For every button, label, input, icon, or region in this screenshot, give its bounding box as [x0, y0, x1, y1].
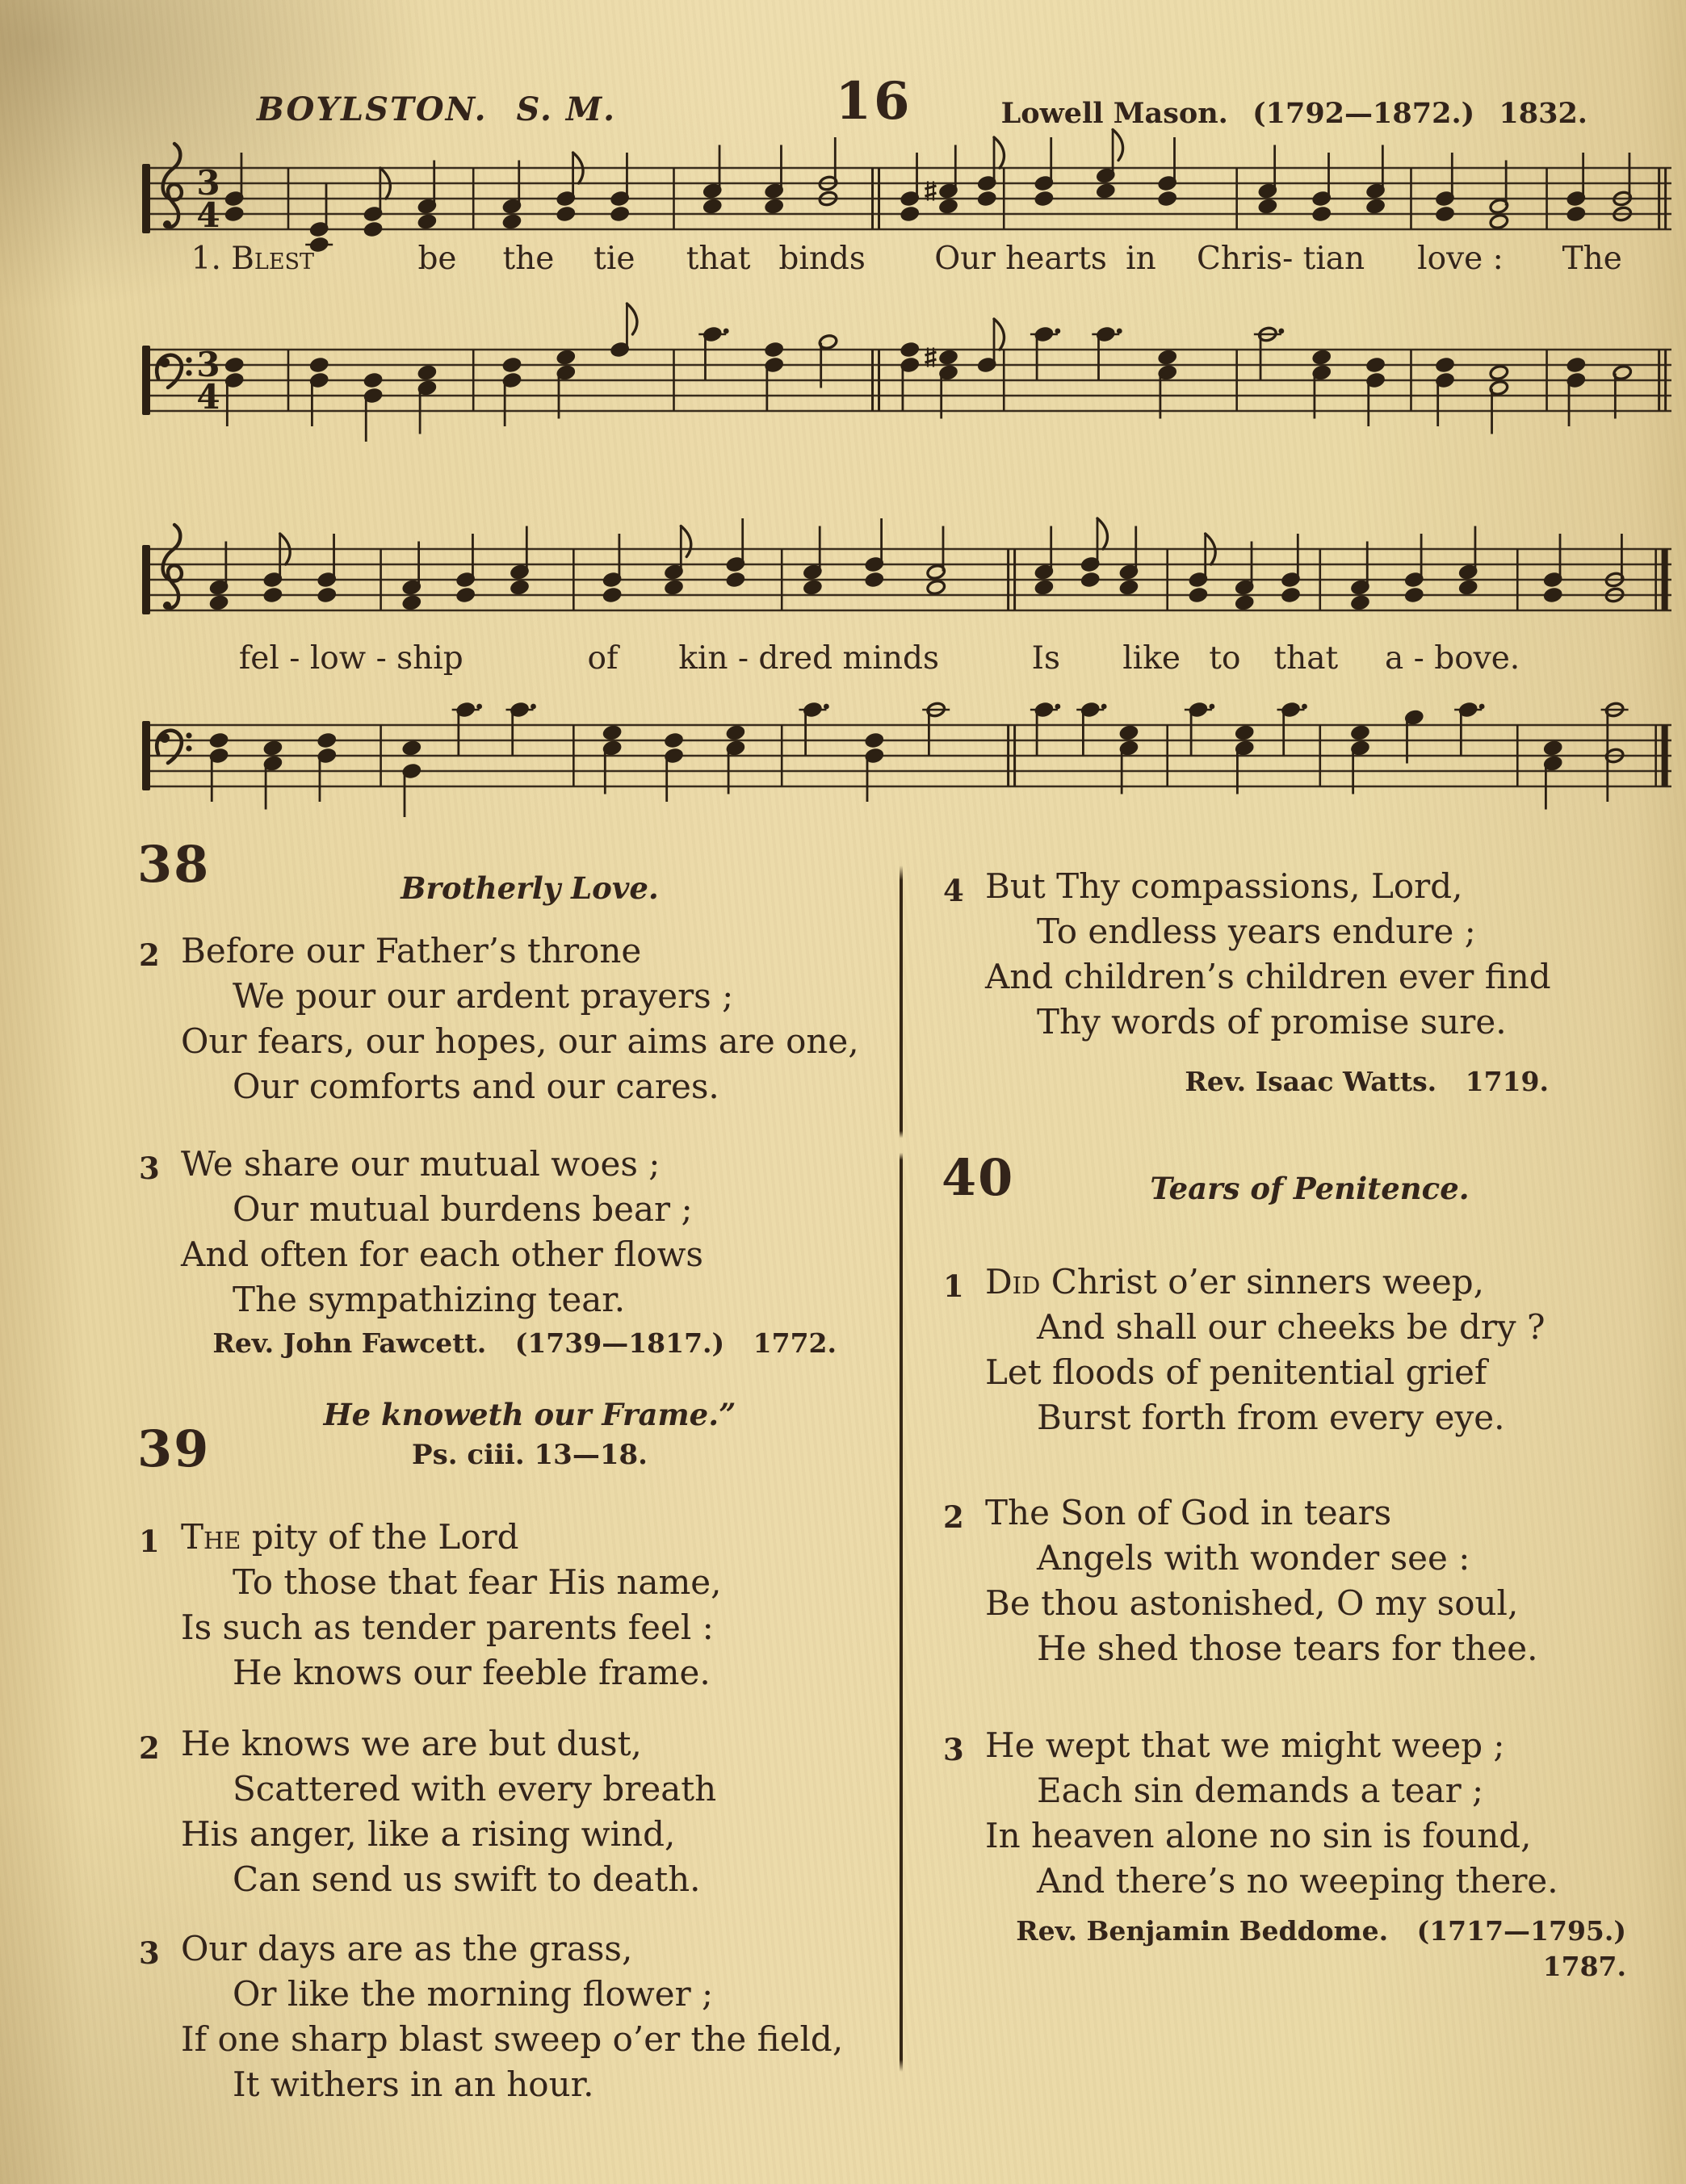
verse-line: Our comforts and our cares.	[233, 1067, 719, 1106]
verse-line-rest: Christ o’er sinners weep,	[1040, 1262, 1484, 1302]
lyric-token: in	[1126, 241, 1156, 277]
svg-text:3: 3	[196, 163, 220, 203]
lyric-token: Is	[1031, 640, 1061, 677]
hymn40-verse1	[942, 1260, 1629, 1440]
lyric-token: like	[1122, 640, 1181, 677]
hymn39-verse2	[137, 1721, 874, 1902]
lyric-token: that	[686, 241, 751, 277]
verse-number: 4	[943, 873, 964, 908]
hymn-title: He knoweth our Frame.”	[323, 1397, 736, 1432]
hymn-year: 1787.	[1542, 1951, 1626, 1982]
verse-line: Our days are as the grass,	[181, 1929, 633, 1968]
verse-line: The sympathizing tear.	[233, 1280, 626, 1319]
author-name: Rev. Isaac Watts.	[1185, 1066, 1437, 1097]
verse-line: Thy words of promise sure.	[1037, 1002, 1507, 1042]
lyric-token: kin - dred minds	[678, 640, 940, 677]
verse-line: To endless years endure ;	[1037, 912, 1476, 951]
lyric-token: Chris- tian	[1196, 241, 1365, 277]
hymn-year: 1772.	[753, 1327, 837, 1359]
verse-line: Or like the morning flower ;	[233, 1974, 714, 2014]
hymn39-header	[137, 1397, 874, 1502]
verse-line: Burst forth from every eye.	[1037, 1398, 1505, 1437]
verse-line: We share our mutual woes ;	[181, 1144, 661, 1184]
verse-line: And there’s no weeping there.	[1037, 1861, 1558, 1901]
verse-line: Our fears, our hopes, our aims are one,	[181, 1021, 859, 1061]
lyric-token: tie	[593, 241, 635, 277]
hymn-number: 38	[137, 835, 211, 894]
composer-name: Lowell Mason.	[1000, 97, 1228, 130]
hymn-scripture: Ps. ciii. 13—18.	[412, 1439, 648, 1471]
left-column	[137, 835, 874, 2107]
verse-line: Can send us swift to death.	[233, 1859, 701, 1899]
verse-line: In heaven alone no sin is found,	[985, 1816, 1532, 1855]
hymn-title: Tears of Penitence.	[1150, 1171, 1470, 1206]
hymn40-attribution	[942, 1914, 1629, 1985]
lyrics-line-1	[134, 241, 1676, 284]
verse-line: He wept that we might weep ;	[985, 1725, 1505, 1765]
composition-year: 1832.	[1499, 97, 1587, 130]
verse-number: 2	[943, 1499, 964, 1535]
svg-text:4: 4	[196, 377, 220, 417]
hymn39-verse3	[137, 1926, 874, 2107]
hymn39-attribution	[942, 1064, 1629, 1100]
column-divider	[900, 866, 903, 2072]
lyric-token: that	[1273, 640, 1339, 677]
hymn38-header	[137, 835, 874, 925]
lyric-token: hearts	[1005, 241, 1107, 277]
hymn40-verse3	[942, 1723, 1629, 1904]
verse-number: 2	[139, 937, 160, 973]
hymn-year: 1719.	[1465, 1066, 1549, 1097]
tune-meter: S. M.	[516, 90, 617, 128]
hymn38-attribution	[137, 1326, 874, 1361]
verse-number: 1	[139, 1524, 160, 1559]
verse-line: And shall our cheeks be dry ?	[1037, 1307, 1546, 1347]
lyric-token: binds	[778, 241, 866, 277]
author-name: Rev. John Fawcett.	[212, 1327, 487, 1359]
lyric-token: Our	[934, 241, 996, 277]
verse-line: Is such as tender parents feel :	[181, 1608, 714, 1647]
verse-number: 3	[943, 1732, 964, 1767]
bass-staff-system1	[134, 301, 1676, 475]
verse-line: Each sin demands a tear ;	[1037, 1771, 1484, 1810]
hymn40-verse2	[942, 1490, 1629, 1671]
hymn-number: 39	[137, 1419, 211, 1478]
verse-line	[181, 1515, 874, 1560]
svg-text:3: 3	[196, 345, 220, 384]
lyric-token: of	[587, 640, 619, 677]
verse-line: If one sharp blast sweep o’er the field,	[181, 2019, 844, 2059]
verse-line: Let floods of penitential grief	[985, 1352, 1487, 1392]
verse-lead-word: The	[181, 1517, 241, 1557]
bass-staff-system2	[134, 677, 1676, 850]
verse-number: 1	[943, 1268, 964, 1304]
hymn-title: Brotherly Love.	[401, 870, 659, 906]
hymn-number: 40	[942, 1148, 1015, 1207]
verse-line: And children’s children ever find	[985, 957, 1551, 996]
verse-line	[985, 1260, 1629, 1305]
verse-lead-word: Did	[985, 1262, 1041, 1302]
right-column	[942, 840, 1629, 1985]
hymn38-verse3	[137, 1142, 874, 1323]
verse-line: We pour our ardent prayers ;	[233, 976, 734, 1016]
page-number: 16	[835, 71, 912, 132]
lyric-token: The	[1562, 241, 1622, 277]
verse-number: 3	[139, 1935, 160, 1971]
lyric-token: a - bove.	[1385, 640, 1520, 677]
lyric-token: 1. Blest	[191, 241, 315, 277]
verse-line-rest: pity of the Lord	[241, 1517, 519, 1557]
verse-line: But Thy compassions, Lord,	[985, 866, 1463, 906]
verse-line: He shed those tears for thee.	[1037, 1629, 1538, 1668]
lyric-token: love :	[1417, 241, 1504, 277]
author-name: Rev. Benjamin Beddome.	[1016, 1915, 1389, 1947]
composer-dates: (1792—1872.)	[1252, 97, 1475, 130]
lyric-token: be	[417, 241, 457, 277]
hymn38-verse2	[137, 929, 874, 1109]
verse-line: The Son of God in tears	[985, 1493, 1392, 1532]
hymn39-verse1	[137, 1515, 874, 1696]
svg-text:4: 4	[196, 195, 220, 235]
lyric-token: the	[502, 241, 555, 277]
author-dates: (1717—1795.)	[1416, 1915, 1626, 1947]
verse-line: He knows our feeble frame.	[233, 1653, 711, 1692]
lyric-token: fel - low - ship	[238, 640, 463, 677]
verse-line: And often for each other flows	[181, 1235, 703, 1274]
author-dates: (1739—1817.)	[514, 1327, 725, 1359]
verse-line: To those that fear His name,	[233, 1562, 722, 1602]
hymn40-header	[942, 1148, 1629, 1248]
verse-line: Be thou astonished, O my soul,	[985, 1583, 1519, 1623]
verse-line: Our mutual burdens bear ;	[233, 1189, 693, 1229]
verse-line: He knows we are but dust,	[181, 1724, 642, 1763]
lyric-token: to	[1209, 640, 1241, 677]
tune-name: BOYLSTON.	[257, 90, 488, 128]
verse-line: Scattered with every breath	[233, 1769, 717, 1809]
hymn39-verse4	[942, 864, 1629, 1045]
verse-line: Angels with wonder see :	[1037, 1538, 1470, 1578]
verse-number: 3	[139, 1151, 160, 1186]
verse-line: His anger, like a rising wind,	[181, 1814, 676, 1854]
verse-line: It withers in an hour.	[233, 2065, 594, 2104]
verse-number: 2	[139, 1730, 160, 1766]
verse-line: Before our Father’s throne	[181, 931, 642, 970]
